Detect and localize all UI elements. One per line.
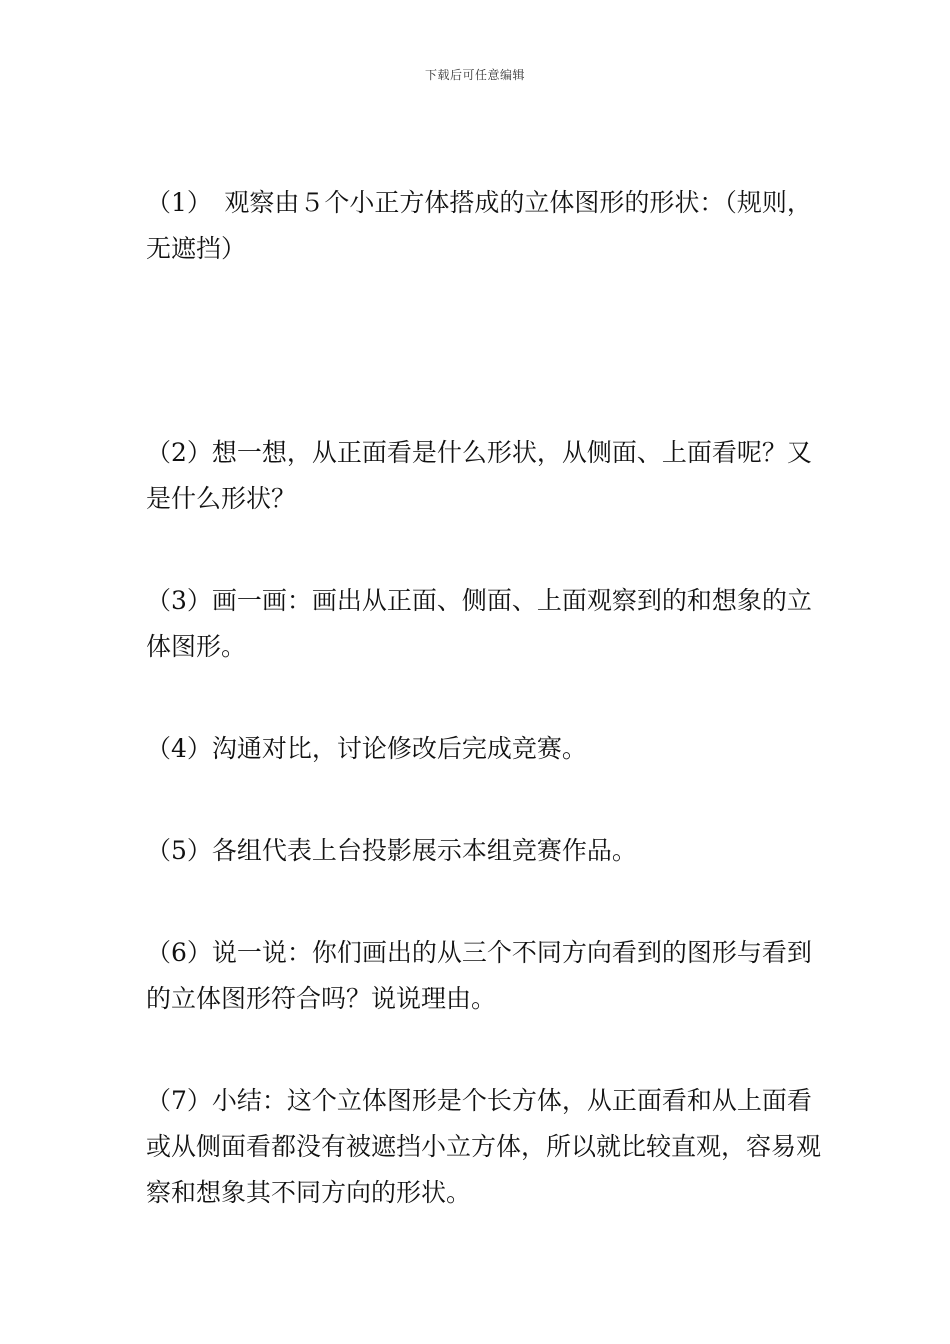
paragraph-discuss: （6）说一说：你们画出的从三个不同方向看到的图形与看到的立体图形符合吗？说说理由。 xyxy=(146,938,812,1013)
paragraph-think: （2）想一想，从正面看是什么形状，从侧面、上面看呢？又是什么形状？ xyxy=(146,438,812,513)
paragraph-draw: （3）画一画：画出从正面、侧面、上面观察到的和想象的立体图形。 xyxy=(146,586,812,661)
paragraph-compare: （4）沟通对比，讨论修改后完成竞赛。 xyxy=(146,734,587,763)
paragraph-present: （5）各组代表上台投影展示本组竞赛作品。 xyxy=(146,836,637,865)
paragraph-observe: （1） 观察由５个小正方体搭成的立体图形的形状：（规则，无遮挡） xyxy=(146,188,812,263)
paragraph-summary: （7）小结：这个立体图形是个长方体，从正面看和从上面看或从侧面看都没有被遮挡小立方体，所以就比较直观，容易观察和想象其不同方向的形状。 xyxy=(146,1086,822,1207)
document-body xyxy=(146,180,826,1216)
page-header: 下载后可任意编辑 xyxy=(424,68,525,82)
